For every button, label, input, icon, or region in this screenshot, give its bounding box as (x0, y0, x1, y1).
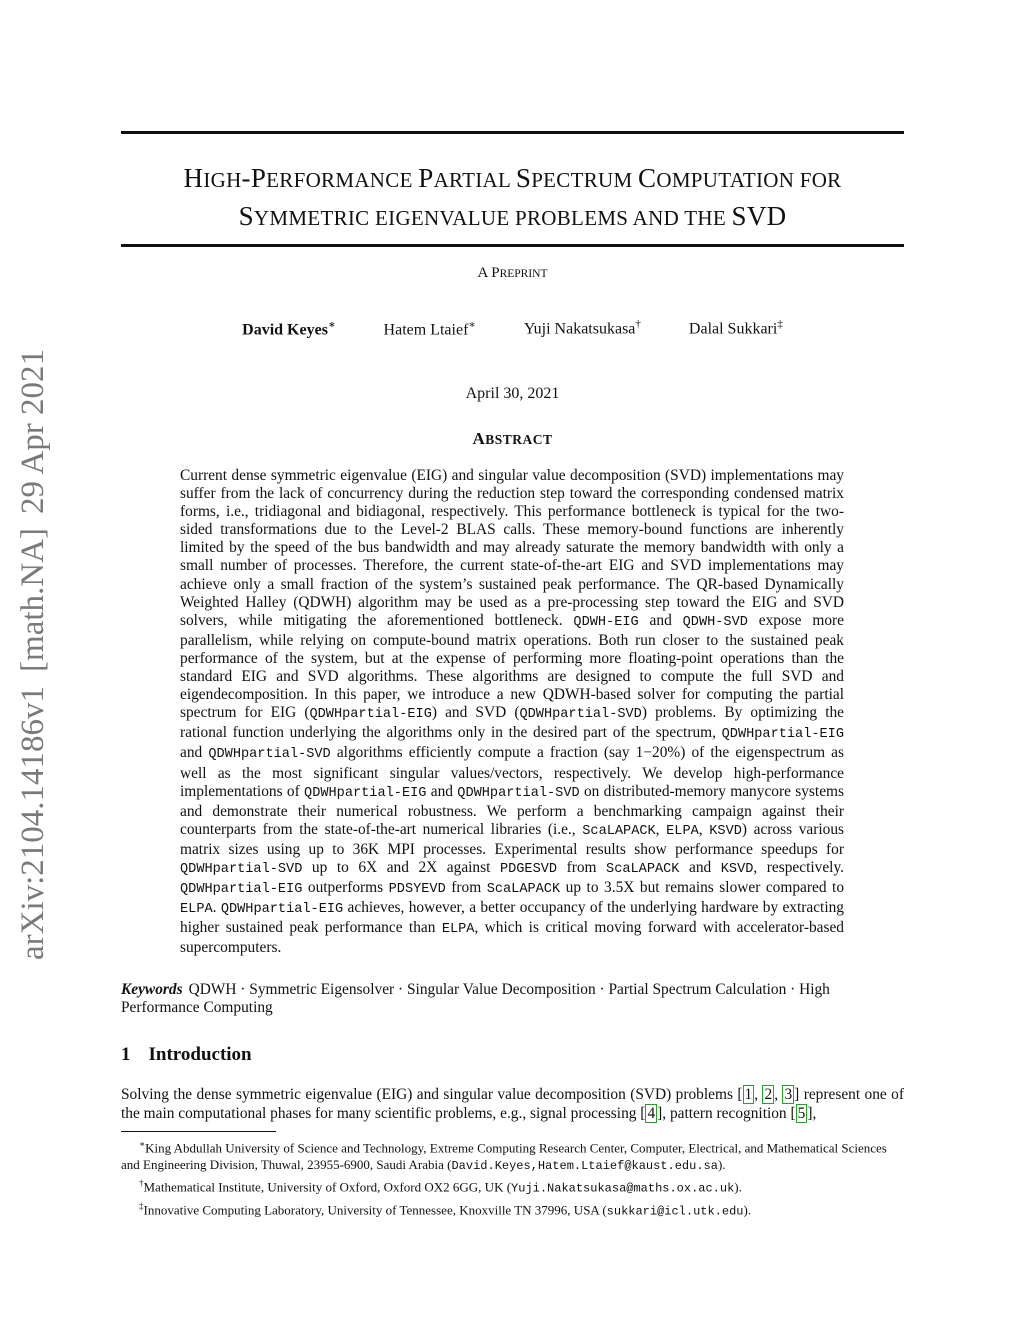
keywords-label: Keywords (121, 981, 183, 998)
code-term: ScaLAPACK (582, 823, 656, 839)
title-top-rule (121, 131, 904, 134)
footnote-rule (121, 1131, 276, 1132)
citation-link[interactable]: 1 (744, 1086, 753, 1103)
code-term: QDWHpartial-EIG (220, 902, 344, 918)
code-term: QDWHpartial-EIG (721, 727, 844, 743)
section-heading (121, 1044, 252, 1066)
footnote: ∗King Abdullah University of Science and Technology, Extreme Computing Research Center, Computer, Electrical, and Mathematical Sciences and Engineering Division, Thuwal, 23955-6900, Saudi Arabia (David.Keyes,Hatem.Ltaief@kaust.edu.sa). (121, 1139, 887, 1174)
citation-link[interactable]: 5 (797, 1104, 806, 1122)
code-term: ELPA (180, 902, 213, 918)
section-number: 1 (121, 1044, 131, 1065)
title-bottom-rule (121, 244, 904, 247)
code-term: QDWH-SVD (682, 614, 748, 630)
intro-paragraph: Solving the dense symmetric eigenvalue (EIG) and singular value decomposition (SVD) problems [ 1 , 2 , 3 ] represent one of the main computational phases for many scientific problems, e.g., signal processing [ 4 ], pattern recognition [ 5 ], (121, 1086, 904, 1122)
keywords-text: QDWH · Symmetric Eigensolver · Singular Value Decomposition · Partial Spectrum Calculation · High Performance Computing (121, 981, 830, 1016)
code-term: KSVD (720, 861, 754, 877)
citation-link[interactable]: 2 (764, 1086, 773, 1103)
code-term: QDWHpartial-SVD (519, 707, 642, 723)
author: David Keyes∗ (242, 319, 336, 339)
code-term: sukkari@icl.utk.edu (606, 1203, 744, 1218)
arxiv-date: 29 Apr 2021 (15, 349, 51, 515)
code-term: ELPA (441, 922, 475, 938)
code-term: QDWHpartial-EIG (309, 707, 432, 723)
author: Hatem Ltaief∗ (383, 319, 476, 339)
abstract-heading: ABSTRACT (472, 429, 553, 448)
title-line-2: SYMMETRIC EIGENVALUE PROBLEMS AND THE SVD (238, 201, 787, 231)
author-list (121, 318, 904, 339)
code-term: QDWHpartial-SVD (208, 747, 331, 763)
title-line-1: HIGH-PERFORMANCE PARTIAL SPECTRUM COMPUTATION FOR (183, 163, 842, 193)
code-term: ELPA (666, 823, 699, 839)
footnote: ‡Innovative Computing Laboratory, University of Tennessee, Knoxville TN 37996, USA (sukkari@icl.utk.edu). (139, 1200, 752, 1218)
arxiv-stamp (15, 320, 59, 960)
section-title: Introduction (148, 1044, 252, 1065)
code-term: Yuji.Nakatsukasa@maths.ox.ac.uk (511, 1181, 735, 1196)
abstract-body: Current dense symmetric eigenvalue (EIG) and singular value decomposition (SVD) implementations may suffer from the lack of concurrency during the reduction step toward the corresponding condensed matrix forms, i.e., tridiagonal and bidiagonal, respectively. This performance bottleneck is typical for the two-sided transformations due to the Level-2 BLAS calls. These memory-bound functions are inherently limited by the speed of the bus bandwidth and may already saturate the memory bandwidth with only a small number of processes. Therefore, the current state-of-the-art EIG and SVD implementations may achieve only a small fraction of the system’s sustained peak performance. The QR-based Dynamically Weighted Halley (QDWH) algorithm may be used as a pre-processing step toward the EIG and SVD solvers, while mitigating the aforementioned bottleneck. QDWH-EIG and QDWH-SVD expose more parallelism, while relying on compute-bound matrix operations. Both run closer to the sustained peak performance of the system, but at the expense of performing more floating-point operations than the standard EIG and SVD algorithms. These algorithms are designed to compute the full SVD and eigendecomposition. In this paper, we introduce a new QDWH-based solver for computing the partial spectrum for EIG (QDWHpartial-EIG) and SVD (QDWHpartial-SVD) problems. By optimizing the rational function underlying the algorithms only in the desired part of the spectrum, QDWHpartial-EIG and QDWHpartial-SVD algorithms efficiently compute a fraction (say 1−20%) of the eigenspectrum as well as the most significant singular values/vectors, respectively. We develop high-performance implementations of QDWHpartial-EIG and QDWHpartial-SVD on distributed-memory manycore systems and demonstrate their numerical robustness. We perform a benchmarking campaign against their counterparts from the state-of-the-art numerical libraries (i.e., ScaLAPACK, ELPA, KSVD) across various matrix sizes using up to 36K MPI processes. Experimental results show performance speedups for QDWHpartial-SVD up to 6X and 2X against PDGESVD from ScaLAPACK and KSVD, respectively. QDWHpartial-EIG outperforms PDSYEVD from ScaLAPACK up to 3.5X but remains slower compared to ELPA. QDWHpartial-EIG achieves, however, a better occupancy of the underlying hardware by extracting higher sustained peak performance than ELPA, which is critical moving forward with accelerator-based supercomputers. (180, 467, 845, 957)
arxiv-category: [math.NA] (15, 528, 51, 672)
code-term: KSVD (709, 823, 742, 839)
code-term: David.Keyes,Hatem.Ltaief@kaust.edu.sa (451, 1159, 718, 1174)
citation-link[interactable]: 4 (647, 1104, 656, 1122)
paper-date: April 30, 2021 (465, 385, 560, 402)
footnote: †Mathematical Institute, University of Oxford, Oxford OX2 6GG, UK (Yuji.Nakatsukasa@maths.ox.ac.uk). (139, 1178, 742, 1196)
code-term: QDWHpartial-SVD (457, 785, 580, 801)
code-term: QDWHpartial-EIG (304, 785, 427, 801)
citation-link[interactable]: 3 (784, 1086, 793, 1103)
code-term: PDGESVD (499, 861, 558, 877)
author: Dalal Sukkari‡ (688, 318, 783, 338)
code-term: ScaLAPACK (606, 861, 680, 877)
code-term: ScaLAPACK (486, 882, 561, 898)
paper-title (121, 160, 904, 236)
author: Yuji Nakatsukasa† (523, 318, 641, 338)
arxiv-id: arXiv:2104.14186v1 (15, 685, 51, 960)
keywords (121, 981, 904, 1017)
code-term: PDSYEVD (388, 882, 446, 898)
code-term: QDWHpartial-EIG (180, 882, 303, 898)
footnotes (121, 1136, 904, 1220)
preprint-label: A PREPRINT (477, 265, 548, 281)
code-term: QDWHpartial-SVD (180, 861, 303, 877)
code-term: QDWH-EIG (573, 614, 639, 630)
